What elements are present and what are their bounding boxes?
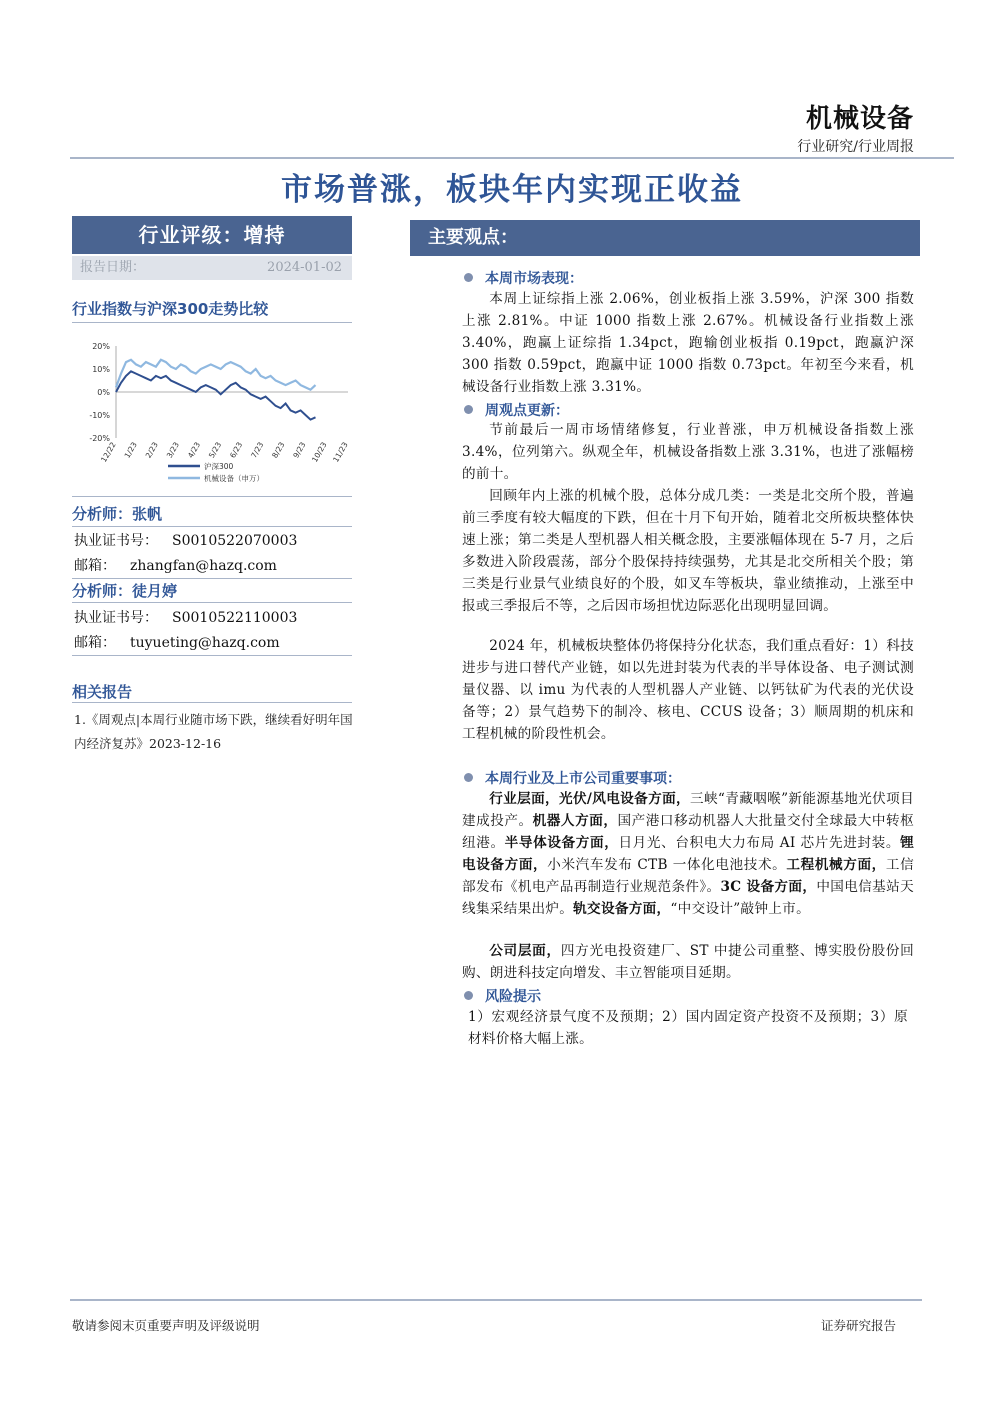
company-events: 四方光电投资建厂、ST 中捷公司重整、博实股份股份回购、朗进科技定向增发、丰立智能项目延期。 [462, 943, 915, 981]
y-tick-label: -20% [89, 434, 110, 443]
analyst-1-title: 分析师：张帆 [72, 505, 163, 523]
chart-title: 行业指数与沪深300走势比较 [72, 300, 269, 318]
x-tick-label: 11/23 [331, 440, 350, 464]
cert-label: 执业证书号： [74, 533, 158, 549]
header-divider [70, 157, 954, 159]
risk-heading [464, 986, 541, 1006]
cert-number: S0010522070003 [172, 533, 298, 549]
x-tick-label: 8/23 [270, 440, 287, 460]
x-tick-label: 4/23 [185, 440, 203, 460]
events-heading [464, 768, 681, 788]
risk-label: 风险提示 [485, 989, 541, 1005]
x-tick-label: 9/23 [291, 440, 308, 460]
x-tick-label: 10/23 [310, 440, 329, 464]
report-date-row [72, 256, 352, 280]
semiconductor-event: 日月光、台积电大力布局 AI 芯片先进封装。 [618, 835, 901, 851]
email-address[interactable]: zhangfan@hazq.com [130, 558, 277, 574]
chart-svg [80, 330, 350, 490]
construction-machinery-event: 工信部发布《机电产品再制造行业规范条件》。 [462, 857, 914, 895]
chart-title-divider [72, 322, 352, 323]
x-tick-label: 7/23 [249, 440, 266, 460]
x-tick-label: 2/23 [143, 440, 160, 460]
market-performance-heading [464, 268, 583, 288]
email-address[interactable]: tuyueting@hazq.com [130, 635, 280, 651]
footer-divider [70, 1299, 922, 1301]
analyst-1-cert-row [74, 530, 297, 550]
events-company-text [462, 940, 914, 984]
events-industry-text [462, 788, 914, 920]
legend-label: 沪深300 [204, 462, 234, 471]
weekly-update-p1: 节前最后一周市场情绪修复，行业普涨，申万机械设备指数上涨 3.4%，位列第六。纵观全年，机械设备指数上涨 3.31%，也进了涨幅榜的前十。 [462, 422, 914, 482]
y-tick-label: 20% [92, 342, 110, 351]
bullet-dot-icon [464, 773, 473, 782]
analyst-1-divider [72, 526, 352, 527]
report-date-label: 报告日期： [80, 260, 146, 275]
x-tick-label: 3/23 [164, 440, 182, 460]
x-tick-label: 5/23 [206, 440, 224, 460]
events-label: 本周行业及上市公司重要事项： [485, 771, 681, 787]
3c-label: 3C 设备方面， [720, 879, 817, 895]
semiconductor-label: 半导体设备方面， [504, 835, 619, 851]
main-points-label: 主要观点： [428, 227, 518, 248]
weekly-update-p2: 回顾年内上涨的机械个股，总体分成几类：一类是北交所个股，普遍前三季度有较大幅度的下跌，但在十月下旬开始，随着北交所板块整体快速上涨；第二类是人型机器人相关概念股，主要涨幅体现在 5-7 月，之后多数进入阶段震荡，部分个股保持持续强势，尤其是北交所相关个股；第三类是行业景气业绩良好的个股，如叉车等板块，靠业绩推动，上涨至中报或三季报后不等，之后因市场担忧边际恶化出现明显回调。 [462, 488, 914, 614]
lithium-label: 锂电设备方面， [462, 835, 914, 873]
y-tick-label: -10% [89, 411, 110, 420]
report-type: 行业研究/行业周报 [797, 139, 914, 155]
bullet-dot-icon [464, 273, 473, 282]
report-date-value: 2024-01-02 [267, 260, 342, 275]
lithium-event: 小米汽车发布 CTB 一体化电池技术。 [547, 857, 787, 873]
y-tick-label: 0% [97, 388, 110, 397]
related-report-item[interactable]: 1.《周观点|本周行业随市场下跌，继续看好明年国内经济复苏》2023-12-16 [74, 712, 353, 751]
related-reports-title: 相关报告 [72, 683, 133, 701]
index-comparison-chart [80, 330, 350, 490]
x-tick-label: 1/23 [122, 440, 139, 460]
email-label: 邮箱： [74, 635, 116, 651]
y-tick-label: 10% [92, 365, 110, 374]
related-reports-divider [72, 702, 352, 703]
main-points-header [410, 220, 920, 256]
market-performance-label: 本周市场表现： [485, 271, 583, 287]
sector-name: 机械设备 [805, 104, 914, 134]
robot-event: 国产港口移动机器人大批量交付全球最大中转枢纽港。 [462, 813, 914, 851]
email-label: 邮箱： [74, 558, 116, 574]
weekly-update-label: 周观点更新： [485, 403, 569, 419]
footer-label: 证券研究报告 [820, 1318, 896, 1333]
weekly-update-heading [464, 400, 569, 420]
bullet-dot-icon [464, 991, 473, 1000]
series-line-0 [116, 371, 316, 419]
robot-label: 机器人方面， [532, 813, 618, 829]
analyst-separator [72, 578, 352, 579]
pv-event: 三峡“青藏咽喉”新能源基地光伏项目建成投产。 [462, 791, 915, 829]
analyst-2-email-row [74, 632, 280, 652]
series-line-1 [116, 360, 316, 390]
analyst-2-divider [72, 602, 352, 603]
analyst-1-email-row [74, 555, 277, 575]
construction-machinery-label: 工程机械方面， [786, 857, 886, 873]
analyst-2-cert-row [74, 607, 297, 627]
analyst-2-title: 分析师：徒月婷 [72, 582, 178, 600]
x-tick-label: 12/22 [99, 440, 118, 464]
analyst-bottom-divider [72, 655, 352, 656]
cert-number: S0010522110003 [172, 610, 298, 626]
legend-label: 机械设备（申万） [204, 474, 264, 483]
footer-disclaimer[interactable]: 敬请参阅末页重要声明及评级说明 [72, 1318, 260, 1333]
cert-label: 执业证书号： [74, 610, 158, 626]
market-performance-text: 本周上证综指上涨 2.06%，创业板指上涨 3.59%，沪深 300 指数上涨 2.81%。中证 1000 指数上涨 2.67%。机械设备行业指数上涨 3.40%，跑赢上证综指 1.34pct，跑输创业板指 0.19pct，跑赢沪深 300 指数 0.59pct，跑赢中证 1000 指数 0.73pct。年初至今来看，机械设备行业指数上涨 3.31%。 [462, 291, 914, 395]
industry-level-label: 行业层面，光伏/风电设备方面， [489, 791, 690, 807]
industry-rating: 行业评级：增持 [72, 216, 352, 254]
risk-text: 1）宏观经济景气度不及预期；2）国内固定资产投资不及预期；3）原材料价格大幅上涨。 [468, 1009, 908, 1047]
company-level-label: 公司层面， [489, 943, 561, 959]
chart-bottom-divider [72, 496, 352, 497]
rail-label: 轨交设备方面， [573, 901, 671, 917]
rail-event: “中交设计”敲钟上市。 [670, 901, 810, 917]
x-tick-label: 6/23 [228, 440, 245, 460]
bullet-dot-icon [464, 405, 473, 414]
3c-event: 中国电信基站天线集采结果出炉。 [462, 879, 914, 917]
weekly-update-p3: 2024 年，机械板块整体仍将保持分化状态，我们重点看好：1）科技进步与进口替代产业链，如以先进封装为代表的半导体设备、电子测试测量仪器、以 imu 为代表的人型机器人产业链、以钙钛矿为代表的光伏设备等；2）景气趋势下的制冷、核电、CCUS 设备；3）顺周期的机床和工程机械的阶段性机会。 [462, 638, 914, 742]
report-title: 市场普涨，板块年内实现正收益 [281, 172, 743, 208]
